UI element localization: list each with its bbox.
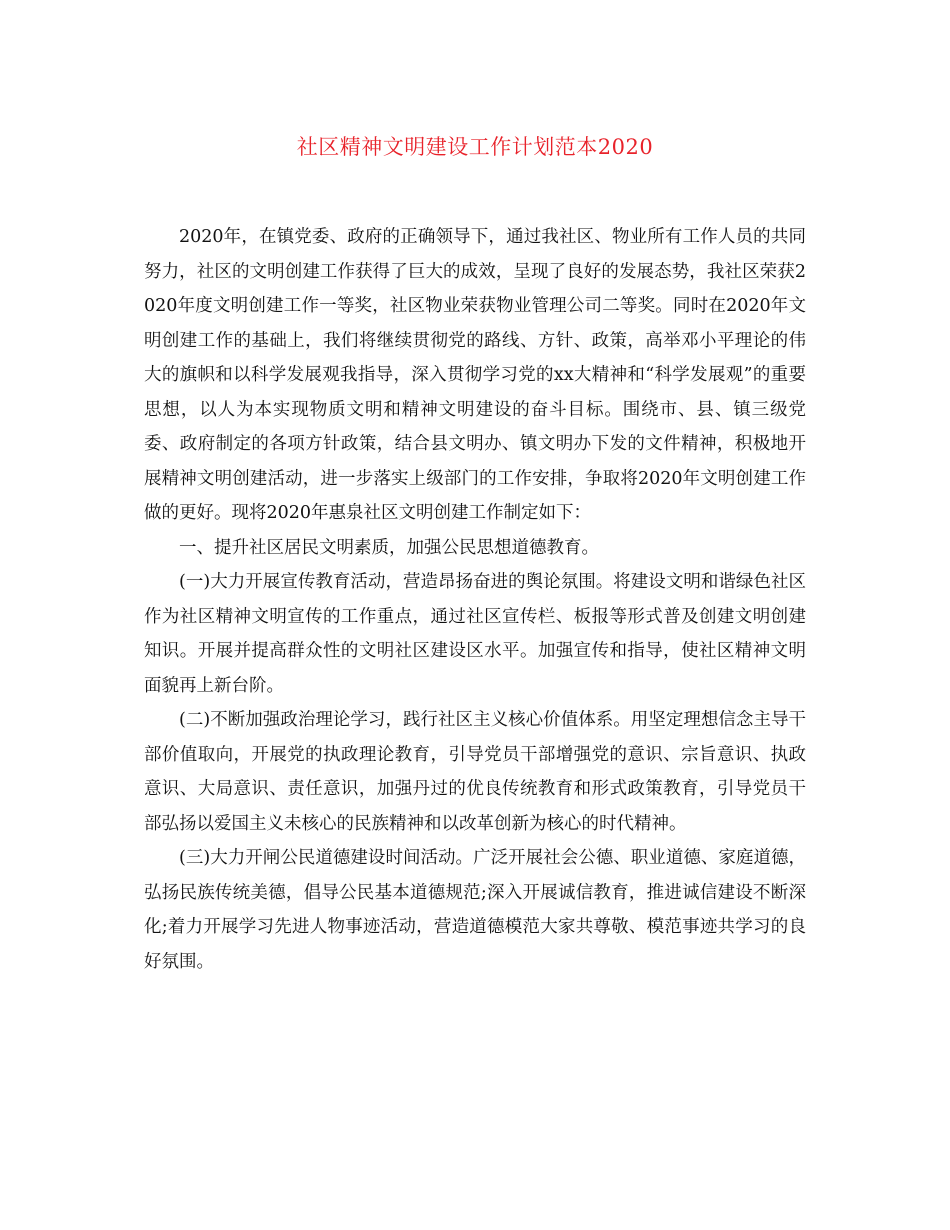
section-heading-1: 一、提升社区居民文明素质，加强公民思想道德教育。 [179, 537, 599, 558]
subsection-paragraph-2: (二)不断加强政治理论学习，践行社区主义核心价值体系。用坚定理想信念主导干部价值取向，开展党的执政理论教育，引导党员干部增强党的意识、宗旨意识、执政意识、大局意识、责任意识，加强丹过的优良传统教育和形式政策教育，引导党员干部弘扬以爱国主义未核心的民族精神和以改革创新为核心的时代精神。 [144, 710, 806, 834]
document-title: 社区精神文明建设工作计划范本2020 [296, 135, 654, 159]
subsection-paragraph-1: (一)大力开展宣传教育活动，营造昂扬奋进的舆论氛围。将建设文明和谐绿色社区作为社区精神文明宣传的工作重点，通过社区宣传栏、板报等形式普及创建文明创建知识。开展并提高群众性的文明社区建设区水平。加强宣传和指导，使社区精神文明面貌再上新台阶。 [144, 572, 806, 696]
document-body [144, 220, 806, 979]
subsection-paragraph-3: (三)大力开闸公民道德建设时间活动。广泛开展社会公德、职业道德、家庭道德，弘扬民族传统美德，倡导公民基本道德规范;深入开展诚信教育，推进诚信建设不断深化;着力开展学习先进人物事迹活动，营造道德模范大家共尊敬、模范事迹共学习的良好氛围。 [144, 848, 806, 972]
intro-paragraph: 2020年，在镇党委、政府的正确领导下，通过我社区、物业所有工作人员的共同努力，社区的文明创建工作获得了巨大的成效，呈现了良好的发展态势，我社区荣获2020年度文明创建工作一等奖，社区物业荣获物业管理公司二等奖。同时在2020年文明创建工作的基础上，我们将继续贯彻党的路线、方针、政策，高举邓小平理论的伟大的旗帜和以科学发展观我指导，深入贯彻学习党的xx大精神和“科学发展观”的重要思想，以人为本实现物质文明和精神文明建设的奋斗目标。围绕市、县、镇三级党委、政府制定的各项方针政策，结合县文明办、镇文明办下发的文件精神，积极地开展精神文明创建活动，进一步落实上级部门的工作安排，争取将2020年文明创建工作做的更好。现将2020年惠泉社区文明创建工作制定如下： [144, 227, 806, 523]
